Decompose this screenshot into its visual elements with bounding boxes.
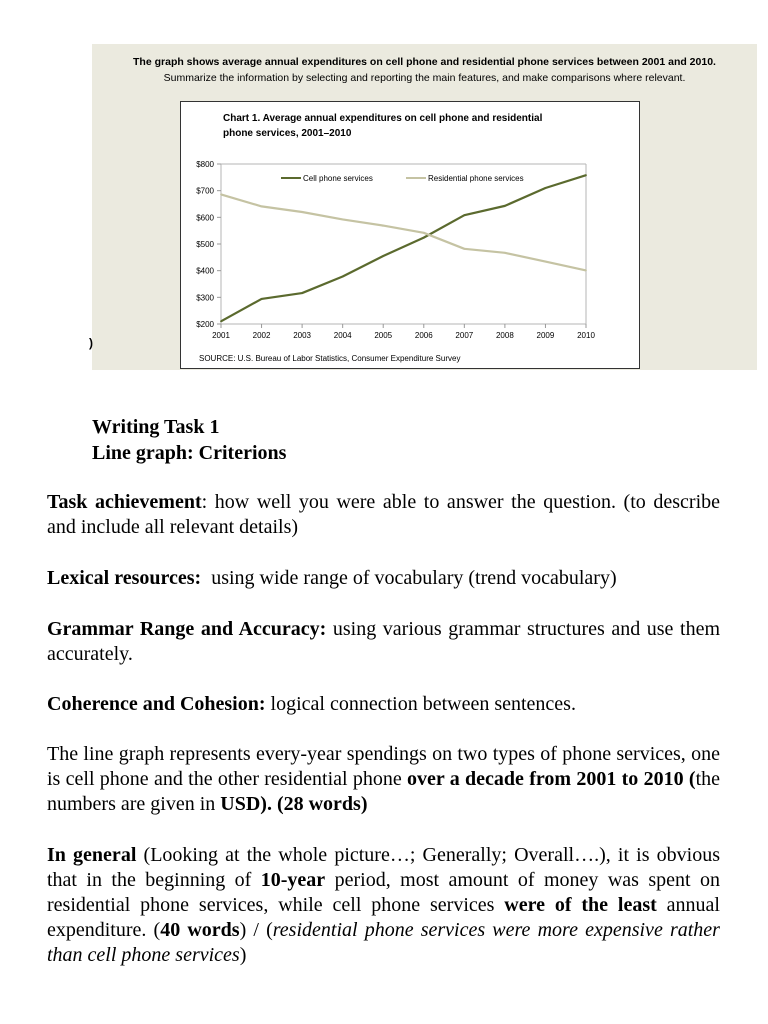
x-tick-label: 2003 xyxy=(293,331,312,340)
intro-bold: over a decade from 2001 to 2010 ( xyxy=(407,768,696,790)
legend-label: Cell phone services xyxy=(303,174,373,183)
x-tick-label: 2001 xyxy=(212,331,230,340)
criterion-text: : how well you were able to answer the question. (to describe and include all relevant details) xyxy=(47,491,720,538)
overview-bold: 10-year xyxy=(260,869,326,891)
data-point xyxy=(301,292,303,294)
x-tick-label: 2010 xyxy=(577,331,595,340)
x-tick-label: 2005 xyxy=(374,331,393,340)
intro-paragraph xyxy=(47,742,720,817)
data-point xyxy=(301,211,303,213)
chart-frame xyxy=(180,101,640,369)
y-tick-label: $300 xyxy=(196,293,214,303)
task-panel xyxy=(92,44,757,370)
criterion-text: logical connection between sentences. xyxy=(265,693,576,715)
data-point xyxy=(463,214,465,216)
data-point xyxy=(463,248,465,250)
criterion-label: Task achievement xyxy=(47,491,202,513)
criterion-grammar xyxy=(47,617,720,667)
intro-bold: USD). (28 words) xyxy=(220,793,368,815)
data-point xyxy=(342,219,344,221)
overview-paragraph xyxy=(47,843,720,968)
overview-text: (Looking at the whole picture…; Generally; Overall….), it is obvious that in the beginning of xyxy=(47,844,720,891)
data-point xyxy=(423,232,425,234)
x-tick-label: 2006 xyxy=(414,331,433,340)
overview-text: period, most amount of money was spent on residential phone services, while cell phone services xyxy=(47,869,720,916)
chart-title-line2: phone services, 2001–2010 xyxy=(223,128,352,139)
series-line-residential-phone xyxy=(221,194,586,270)
intro-text: The line graph represents every-year spendings on two types of phone services, one is cell phone and the other residential phone xyxy=(47,743,720,790)
criterion-coherence xyxy=(47,692,720,717)
criterion-label: Coherence and Cohesion: xyxy=(47,693,266,715)
series-line-cell-phone xyxy=(221,175,586,321)
plot-area xyxy=(196,160,595,340)
chart-title-line1: Chart 1. Average annual expenditures on cell phone and residential xyxy=(223,113,543,124)
data-point xyxy=(261,206,263,208)
chart-source: SOURCE: U.S. Bureau of Labor Statistics, Consumer Expenditure Survey xyxy=(199,354,461,363)
data-point xyxy=(220,194,222,196)
criterion-text: using wide range of vocabulary (trend vocabulary) xyxy=(201,567,617,589)
x-tick-label: 2009 xyxy=(536,331,555,340)
overview-bold: 40 words xyxy=(160,919,240,941)
y-tick-label: $200 xyxy=(196,320,214,329)
y-tick-label: $500 xyxy=(196,240,214,249)
data-point xyxy=(585,174,587,176)
overview-bold: In general xyxy=(47,844,137,866)
task-instruction: Summarize the information by selecting and reporting the main features, and make comparisons where relevant. xyxy=(163,72,686,84)
overview-text: ) / ( xyxy=(239,919,273,941)
task-title: The graph shows average annual expenditures on cell phone and residential phone services between 2001 and 2010. xyxy=(133,56,716,68)
data-point xyxy=(545,261,547,263)
data-point xyxy=(545,187,547,189)
x-tick-label: 2007 xyxy=(455,331,474,340)
criterion-task-achievement xyxy=(47,490,720,540)
overview-italic: residential phone services were more expensive rather than cell phone services xyxy=(47,919,720,966)
criterion-text: using various grammar structures and use them accurately. xyxy=(47,618,721,665)
data-point xyxy=(382,255,384,257)
x-tick-label: 2008 xyxy=(495,331,514,340)
overview-text: ) xyxy=(239,944,247,966)
x-tick-label: 2002 xyxy=(252,331,271,340)
y-tick-label: $700 xyxy=(196,186,214,196)
legend-label: Residential phone services xyxy=(428,174,524,183)
data-point xyxy=(382,225,384,227)
line-chart xyxy=(181,102,639,368)
overview-text: annual expenditure. ( xyxy=(47,894,720,941)
data-point xyxy=(585,270,587,272)
criterion-label: Grammar Range and Accuracy: xyxy=(47,618,327,640)
overview-bold: were of the least xyxy=(504,894,657,916)
data-point xyxy=(261,298,263,300)
data-point xyxy=(423,237,425,239)
data-point xyxy=(342,276,344,278)
intro-text: the numbers are given in xyxy=(47,768,720,815)
y-tick-label: $400 xyxy=(196,266,214,276)
y-tick-label: $600 xyxy=(196,213,214,223)
y-tick-label: $800 xyxy=(196,160,214,169)
data-point xyxy=(504,252,506,254)
data-point xyxy=(220,320,222,322)
heading-line-graph-criterions: Line graph: Criterions xyxy=(92,442,287,464)
heading-writing-task: Writing Task 1 xyxy=(92,416,220,438)
side-mark: ) xyxy=(89,336,93,350)
x-tick-label: 2004 xyxy=(333,331,352,340)
data-point xyxy=(504,205,506,207)
criterion-lexical-resources xyxy=(47,566,720,591)
criterion-label: Lexical resources: xyxy=(47,567,202,589)
